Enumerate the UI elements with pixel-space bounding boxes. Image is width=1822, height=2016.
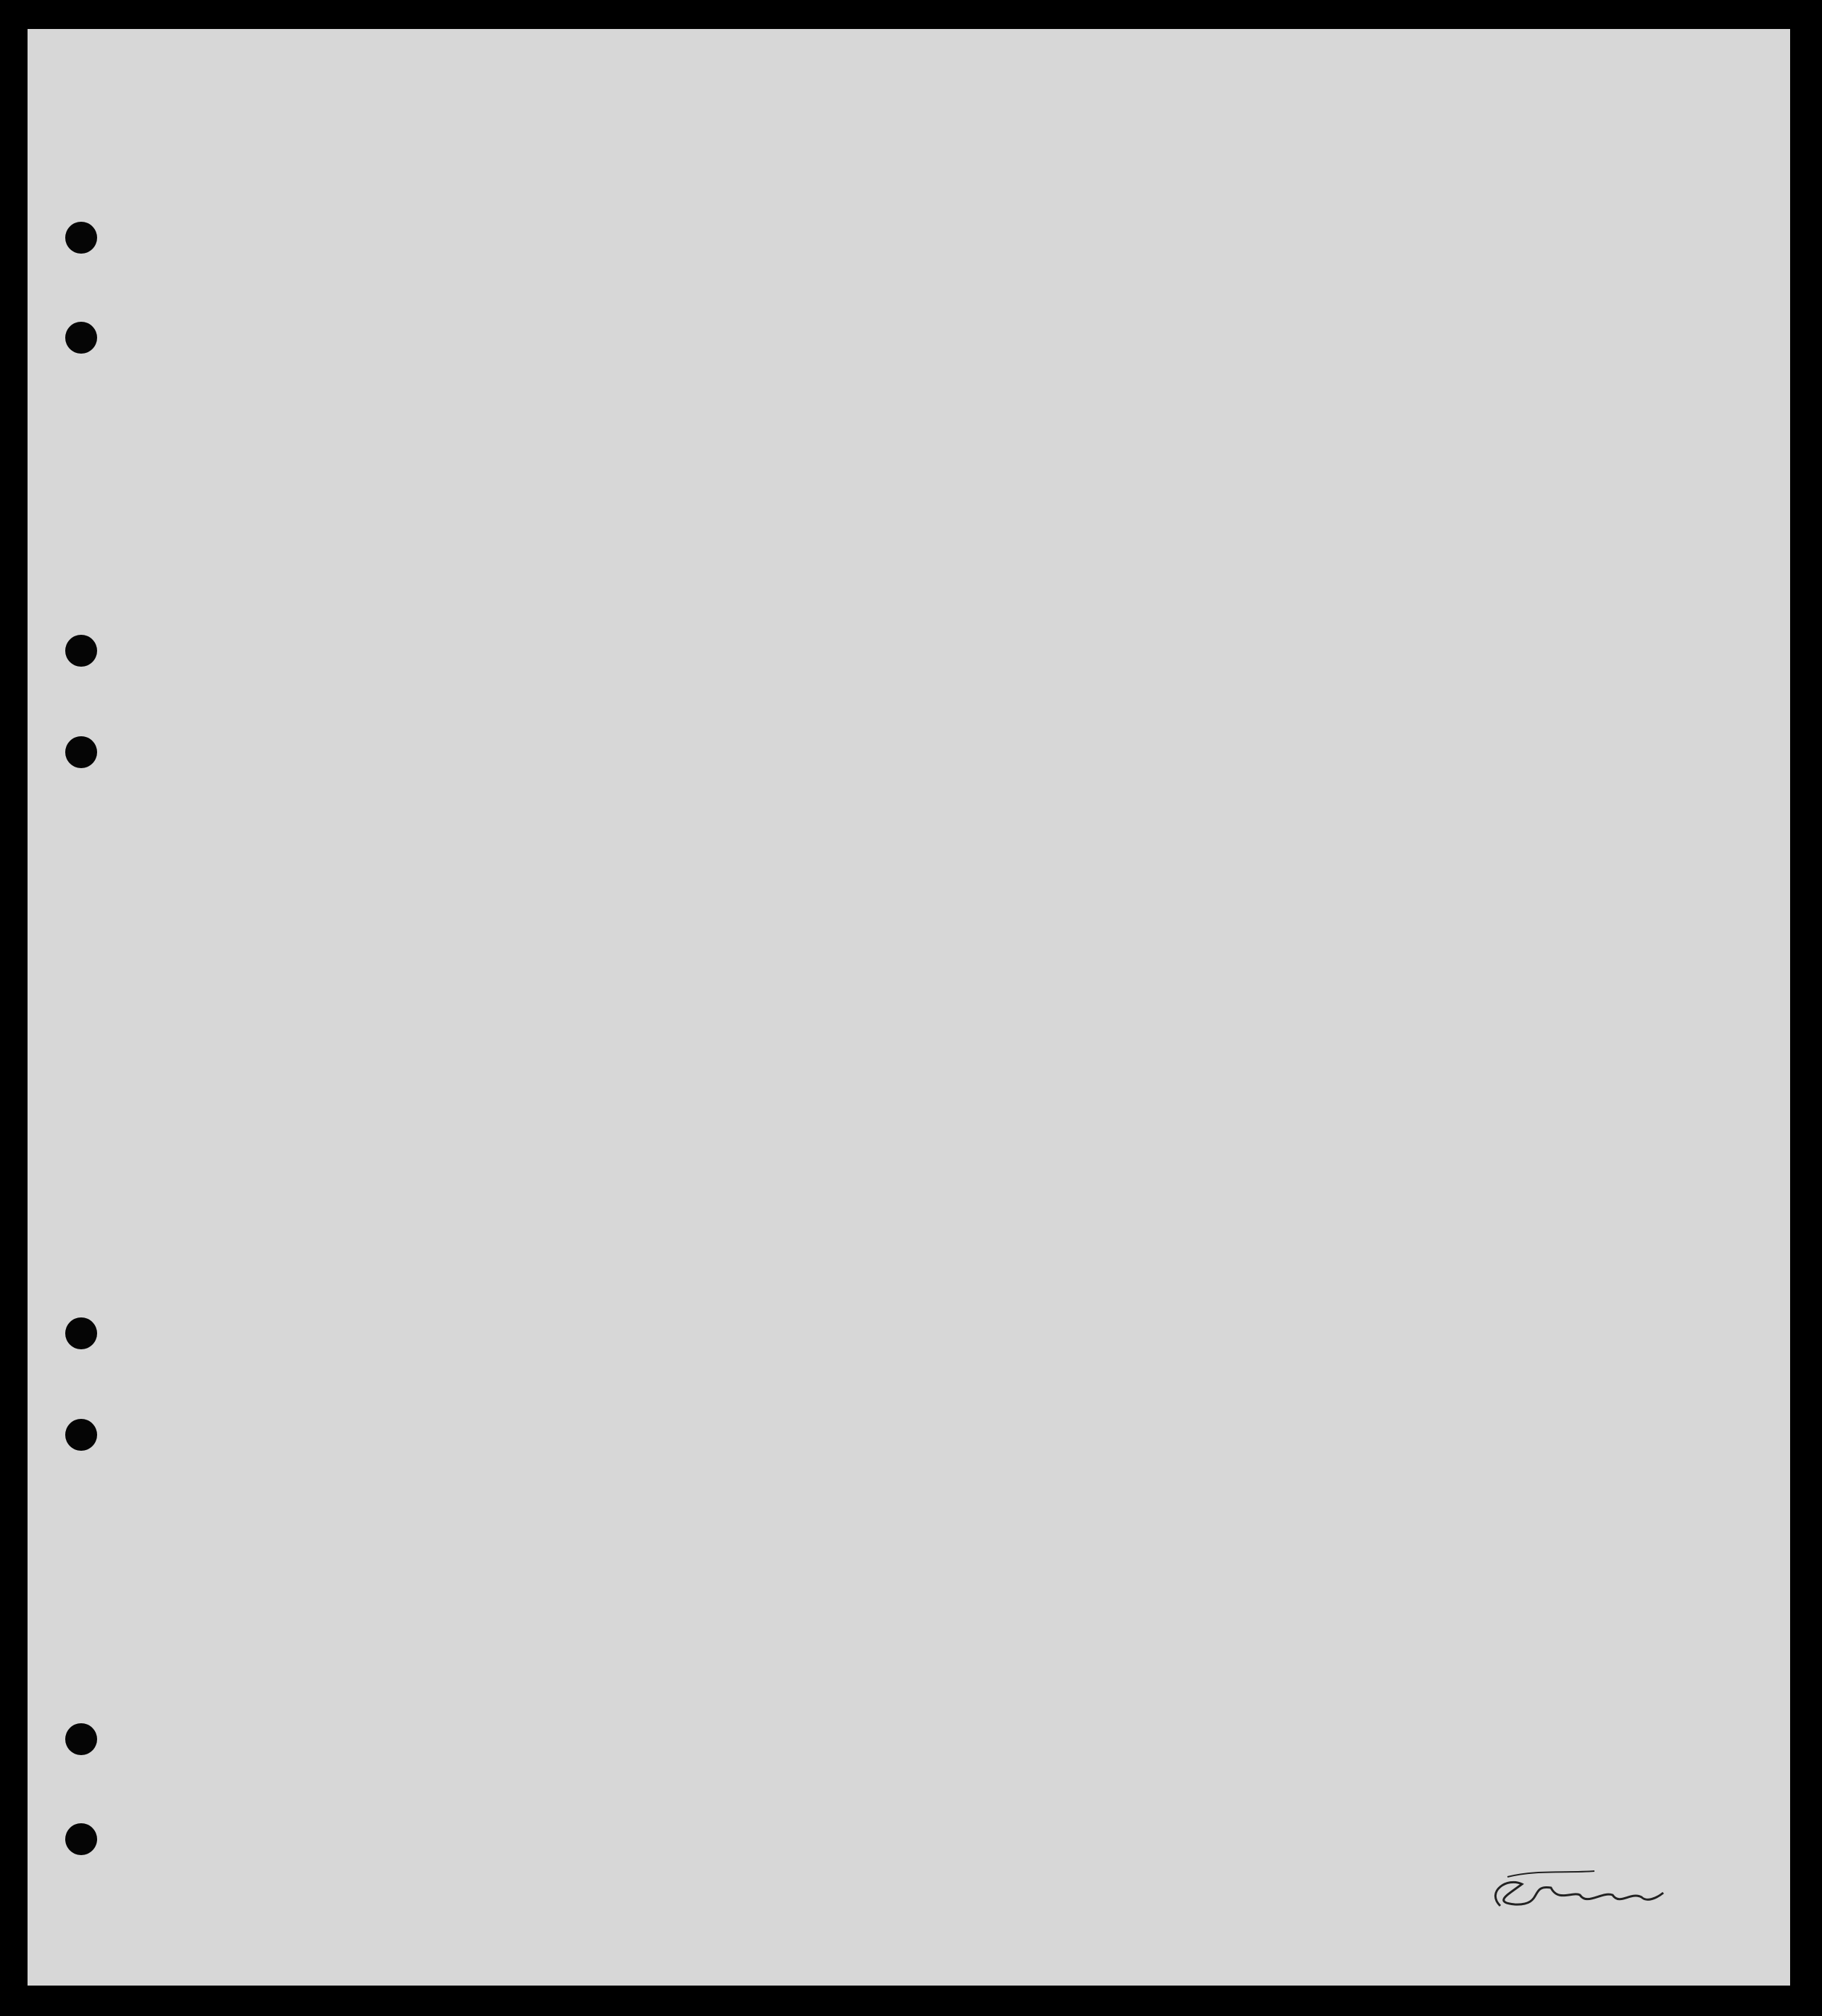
col7-header [1051,226,1167,236]
col9-header [1271,226,1390,229]
officer-signature [1478,1862,1667,1920]
col10-header [1392,226,1558,236]
col3-header [551,226,649,241]
col2-header [136,226,549,241]
col1-header [91,226,135,261]
col5-header [790,226,987,241]
col8-header [1168,226,1270,229]
col4-header [651,226,789,246]
col6-header [989,226,1049,236]
col11-header [1560,226,1716,241]
